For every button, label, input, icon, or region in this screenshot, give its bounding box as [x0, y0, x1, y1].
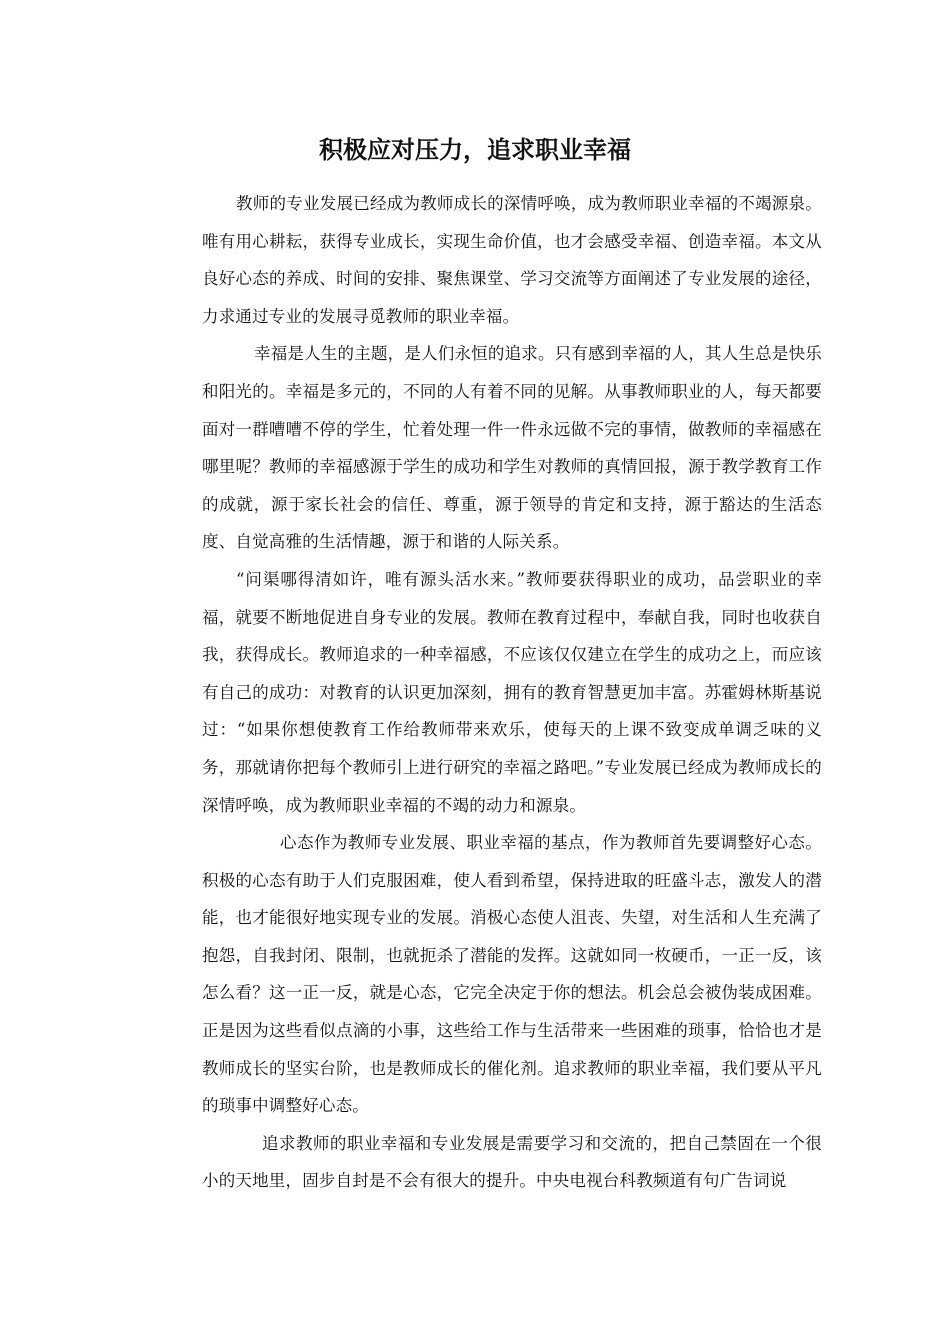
paragraph-mindset: 心态作为教师专业发展、职业幸福的基点，作为教师首先要调整好心态。积极的心态有助于人们克服困难，使人看到希望，保持进取的旺盛斗志，激发人的潜能，也才能很好地实现专业的发展。消极心态使人沮丧、失望，对生活和人生充满了抱怨，自我封闭、限制，也就扼杀了潜能的发挥。这就如同一枚硬币，一正一反，该怎么看？这一正一反，就是心态，它完全决定于你的想法。机会总会被伪装成困难。正是因为这些看似点滴的小事，这些给工作与生活带来一些困难的琐事，恰恰也才是教师成长的坚实台阶，也是教师成长的催化剂。追求教师的职业幸福，我们要从平凡的琐事中调整好心态。 [202, 833, 822, 1116]
paragraph-professional-development: “问渠哪得清如许，唯有源头活水来。”教师要获得职业的成功，品尝职业的幸福，就要不断地促进自身专业的发展。教师在教育过程中，奉献自我，同时也收获自我，获得成长。教师追求的一种幸福感，不应该仅仅建立在学生的成功之上，而应该有自己的成功：对教育的认识更加深刻，拥有的教育智慧更加丰富。苏霍姆林斯基说过：“如果你想使教育工作给教师带来欢乐，使每天的上课不致变成单调乏味的义务，那就请你把每个教师引上进行研究的幸福之路吧。”专业发展已经成为教师成长的深情呼唤，成为教师职业幸福的不竭的动力和源泉。 [202, 569, 822, 815]
document-body [202, 185, 822, 1200]
document-title: 积极应对压力，追求职业幸福 [319, 136, 631, 164]
paragraph-happiness: 幸福是人生的主题，是人们永恒的追求。只有感到幸福的人，其人生总是快乐和阳光的。幸福是多元的，不同的人有着不同的见解。从事教师职业的人，每天都要面对一群嘈嘈不停的学生，忙着处理一件一件永远做不完的事情，做教师的幸福感在哪里呢？教师的幸福感源于学生的成功和学生对教师的真情回报，源于教学教育工作的成就，源于家长社会的信任、尊重，源于领导的肯定和支持，源于豁达的生活态度、自觉高雅的生活情趣，源于和谐的人际关系。 [202, 344, 822, 552]
paragraph-learning-exchange: 追求教师的职业幸福和专业发展是需要学习和交流的，把自己禁固在一个很小的天地里，固步自封是不会有很大的提升。中央电视台科教频道有句广告词说 [202, 1133, 822, 1191]
paragraph-abstract: 教师的专业发展已经成为教师成长的深情呼唤，成为教师职业幸福的不竭源泉。唯有用心耕耘，获得专业成长，实现生命价值，也才会感受幸福、创造幸福。本文从良好心态的养成、时间的安排、聚焦课堂、学习交流等方面阐述了专业发展的途径，力求通过专业的发展寻觅教师的职业幸福。 [202, 194, 822, 326]
